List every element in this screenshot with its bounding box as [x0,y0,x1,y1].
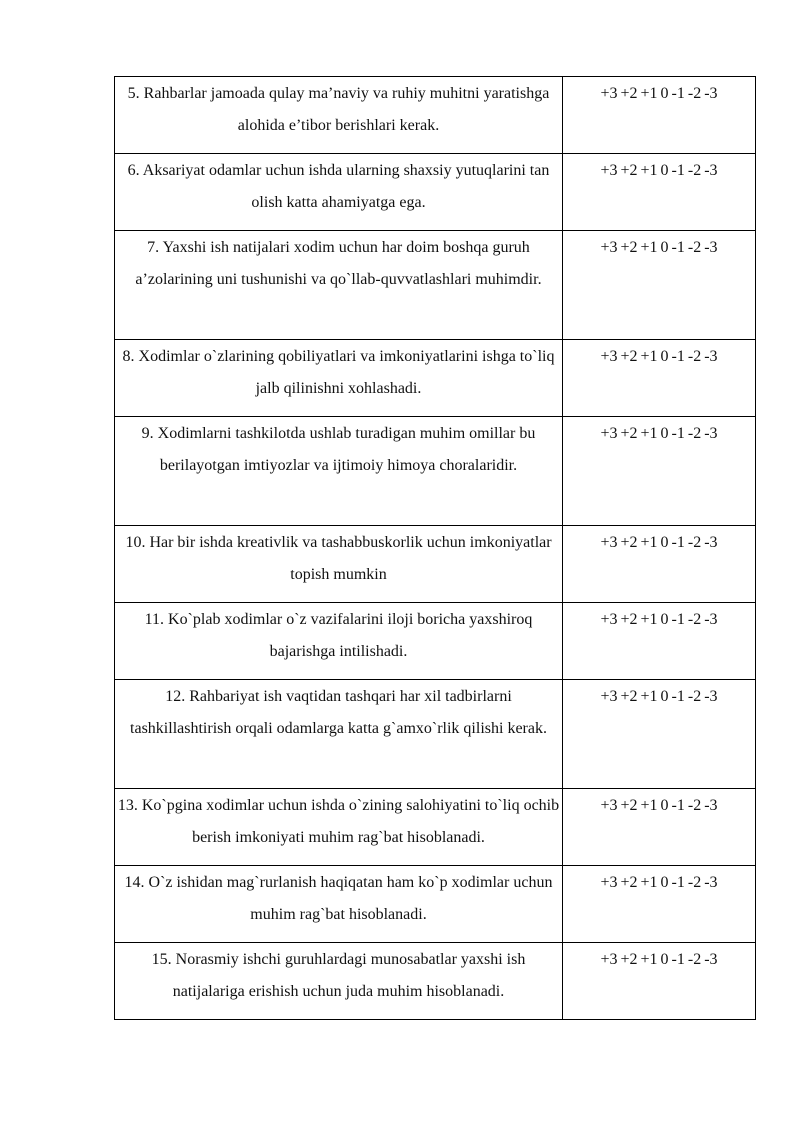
statement-cell: 7. Yaxshi ish natijalari xodim uchun har doim boshqa guruh a’zolarining uni tushunishi va qo`llab-quvvatlashlari muhimdir. [115,231,563,340]
statement-cell: 14. O`z ishidan mag`rurlanish haqiqatan ham ko`p xodimlar uchun muhim rag`bat hisoblanadi. [115,866,563,943]
table-row [115,231,756,340]
rating-scale-cell: +3 +2 +1 0 -1 -2 -3 [563,789,756,866]
statement-cell: 6. Aksariyat odamlar uchun ishda ularning shaxsiy yutuqlarini tan olish katta ahamiyatga ega. [115,154,563,231]
rating-scale-cell: +3 +2 +1 0 -1 -2 -3 [563,526,756,603]
rating-scale-cell: +3 +2 +1 0 -1 -2 -3 [563,680,756,789]
table-row [115,77,756,154]
rating-scale-cell: +3 +2 +1 0 -1 -2 -3 [563,231,756,340]
rating-scale-cell: +3 +2 +1 0 -1 -2 -3 [563,77,756,154]
statement-cell: 10. Har bir ishda kreativlik va tashabbuskorlik uchun imkoniyatlar topish mumkin [115,526,563,603]
table-row [115,789,756,866]
statement-cell: 9. Xodimlarni tashkilotda ushlab turadigan muhim omillar bu berilayotgan imtiyozlar va ijtimoiy himoya choralaridir. [115,417,563,526]
table-row [115,340,756,417]
statement-cell: 8. Xodimlar o`zlarining qobiliyatlari va imkoniyatlarini ishga to`liq jalb qilinishni xohlashadi. [115,340,563,417]
rating-scale-cell: +3 +2 +1 0 -1 -2 -3 [563,154,756,231]
statement-cell: 13. Ko`pgina xodimlar uchun ishda o`zining salohiyatini to`liq ochib berish imkoniyati muhim rag`bat hisoblanadi. [115,789,563,866]
table-row [115,526,756,603]
table-row [115,154,756,231]
table-row [115,603,756,680]
statement-cell: 5. Rahbarlar jamoada qulay ma’naviy va ruhiy muhitni yaratishga alohida e’tibor berishlari kerak. [115,77,563,154]
table-row [115,417,756,526]
rating-scale-cell: +3 +2 +1 0 -1 -2 -3 [563,340,756,417]
survey-table [114,76,756,1020]
table-row [115,680,756,789]
statement-cell: 12. Rahbariyat ish vaqtidan tashqari har xil tadbirlarni tashkillashtirish orqali odamlarga katta g`amxo`rlik qilishi kerak. [115,680,563,789]
table-row [115,866,756,943]
rating-scale-cell: +3 +2 +1 0 -1 -2 -3 [563,603,756,680]
table-row [115,943,756,1020]
statement-cell: 15. Norasmiy ishchi guruhlardagi munosabatlar yaxshi ish natijalariga erishish uchun juda muhim hisoblanadi. [115,943,563,1020]
rating-scale-cell: +3 +2 +1 0 -1 -2 -3 [563,417,756,526]
statement-cell: 11. Ko`plab xodimlar o`z vazifalarini iloji boricha yaxshiroq bajarishga intilishadi. [115,603,563,680]
rating-scale-cell: +3 +2 +1 0 -1 -2 -3 [563,866,756,943]
rating-scale-cell: +3 +2 +1 0 -1 -2 -3 [563,943,756,1020]
